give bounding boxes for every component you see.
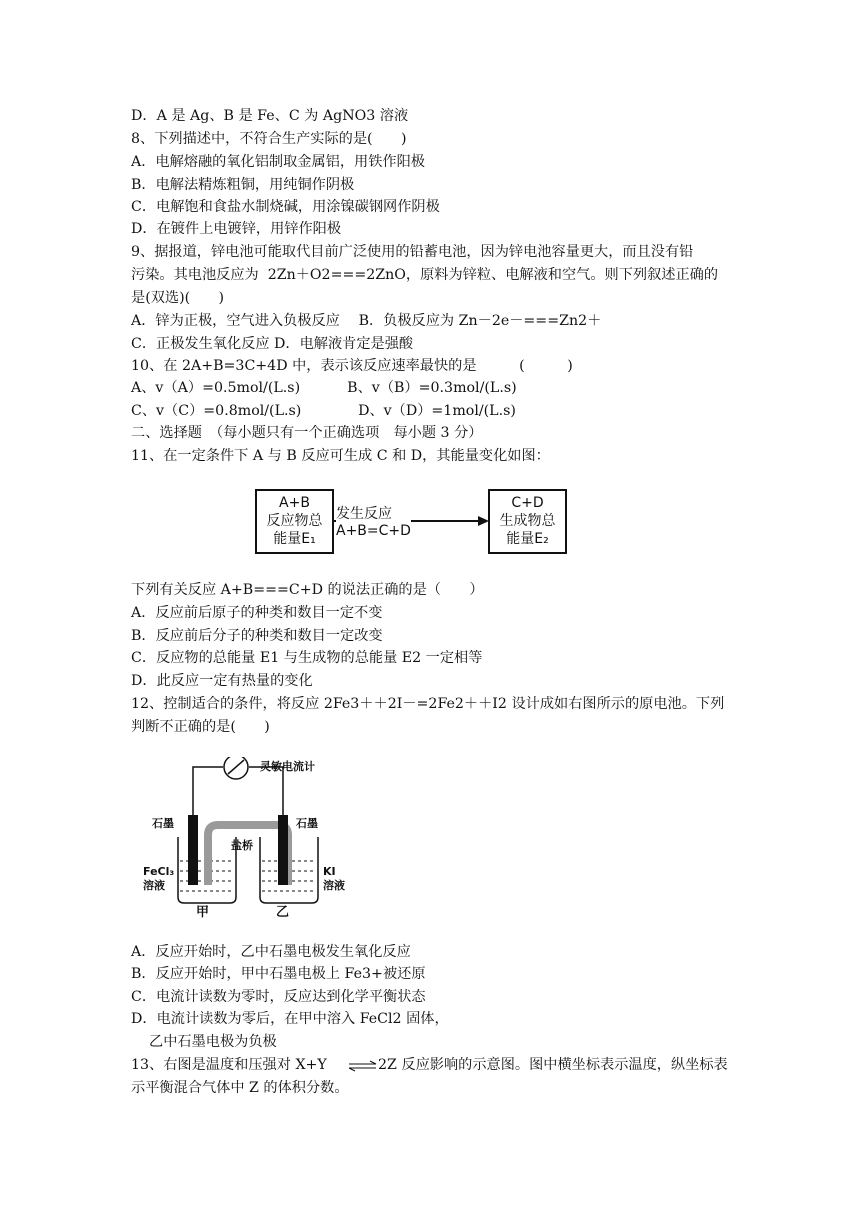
q12-option-d: D．电流计读数为零后，在甲中溶入 FeCl2 固体， [131,1011,449,1027]
right-solution-word: 溶液 [323,879,345,892]
reactant-box [255,489,334,554]
q11-question: 下列有关反应 A+B===C+D 的说法正确的是（ ） [131,582,484,598]
question-11-stem: 11、在一定条件下 A 与 B 反应可生成 C 和 D，其能量变化如图： [131,448,550,464]
question-13-stem-1a: 13、右图是温度和压强对 X+Y [131,1057,327,1073]
right-beaker-label: 乙 [276,905,290,920]
q11-option-c: C．反应物的总能量 E1 与生成物的总能量 E2 一定相等 [131,650,483,666]
question-9-stem-2: 污染。其电池反应为 2Zn＋O2===2ZnO，原料为锌粒、电解液和空气。则下列叙述正确的 [131,267,719,283]
left-electrode-label: 石墨 [152,817,174,830]
q8-option-c: C．电解饱和食盐水制烧碱，用涂镍碳钢网作阴极 [131,199,440,215]
q11-option-b: B．反应前后分子的种类和数目一定改变 [131,628,383,644]
q9-options-cd: C．正极发生氧化反应 D．电解液肯定是强酸 [131,336,414,352]
right-electrode-label: 石墨 [296,817,318,830]
question-9-stem-3: 是(双选)( ) [131,290,225,306]
q10-options-cd: C、v（C）=0.8mol/(L.s) D、v（D）=1mol/(L.s) [131,403,516,419]
q8-option-a: A．电解熔融的氧化铝制取金属铝，用铁作阳极 [131,154,425,170]
reactant-label: 反应物总 [266,513,323,529]
q12-option-d-cont: 乙中石墨电极为负极 [149,1034,277,1050]
q8-option-d: D．在镀件上电镀锌，用锌作阳极 [131,221,342,237]
q8-option-b: B．电解法精炼粗铜，用纯铜作阴极 [131,177,355,193]
question-12-stem-1: 12、控制适合的条件，将反应 2Fe3＋＋2I－=2Fe2＋＋I2 设计成如右图所示的原电池。下列 [131,696,725,712]
q12-option-a: A．反应开始时，乙中石墨电极发生氧化反应 [131,944,411,960]
reactant-energy: 能量E₁ [273,531,316,547]
left-solution-name: FeCl₃ [143,865,175,878]
q9-options-ab: A．锌为正极，空气进入负极反应 B．负极反应为 Zn－2e－===Zn2＋ [131,313,602,329]
salt-bridge-label: 盐桥 [231,839,253,852]
meter-label: 灵敏电流计 [260,760,315,773]
reactant-formula: A+B [279,495,310,511]
reaction-label: 发生反应A+B=C+D [336,503,411,539]
section-heading: 二、选择题 （每小题只有一个正确选项 每小题 3 分） [131,425,483,441]
left-solution-word: 溶液 [143,879,165,892]
question-9-stem-1: 9、据报道，锌电池可能取代目前广泛使用的铅蓄电池，因为锌电池容量更大，而且没有铅 [131,244,694,260]
equilibrium-arrows-icon [348,1060,378,1072]
question-8-stem: 8、下列描述中，不符合生产实际的是( ) [131,131,407,147]
product-box [488,489,567,554]
product-energy: 能量E₂ [506,531,549,547]
question-10-stem: 10、在 2A+B=3C+4D 中，表示该反应速率最快的是 ( ) [131,358,573,374]
left-beaker-label: 甲 [196,905,210,920]
q11-option-d: D．此反应一定有热量的变化 [131,673,313,689]
q12-option-c: C．电流计读数为零时，反应达到化学平衡状态 [131,989,426,1005]
q10-options-ab: A、v（A）=0.5mol/(L.s) B、v（B）=0.3mol/(L.s) [131,380,517,396]
q11-option-a: A．反应前后原子的种类和数目一定不变 [131,605,383,621]
q12-option-b: B．反应开始时，甲中石墨电极上 Fe3+被还原 [131,966,426,982]
product-formula: C+D [511,495,544,511]
question-13-stem-2: 示平衡混合气体中 Z 的体积分数。 [131,1080,349,1096]
option-d-q7: D．A 是 Ag、B 是 Fe、C 为 AgNO3 溶液 [131,108,409,124]
product-label: 生成物总 [499,513,556,529]
right-solution-name: KI [323,865,336,878]
question-12-stem-2: 判断不正确的是( ) [131,719,270,735]
question-13-stem-1b: 2Z 反应影响的示意图。图中横坐标表示温度，纵坐标表 [378,1057,728,1073]
galvanic-cell-diagram [138,757,353,922]
